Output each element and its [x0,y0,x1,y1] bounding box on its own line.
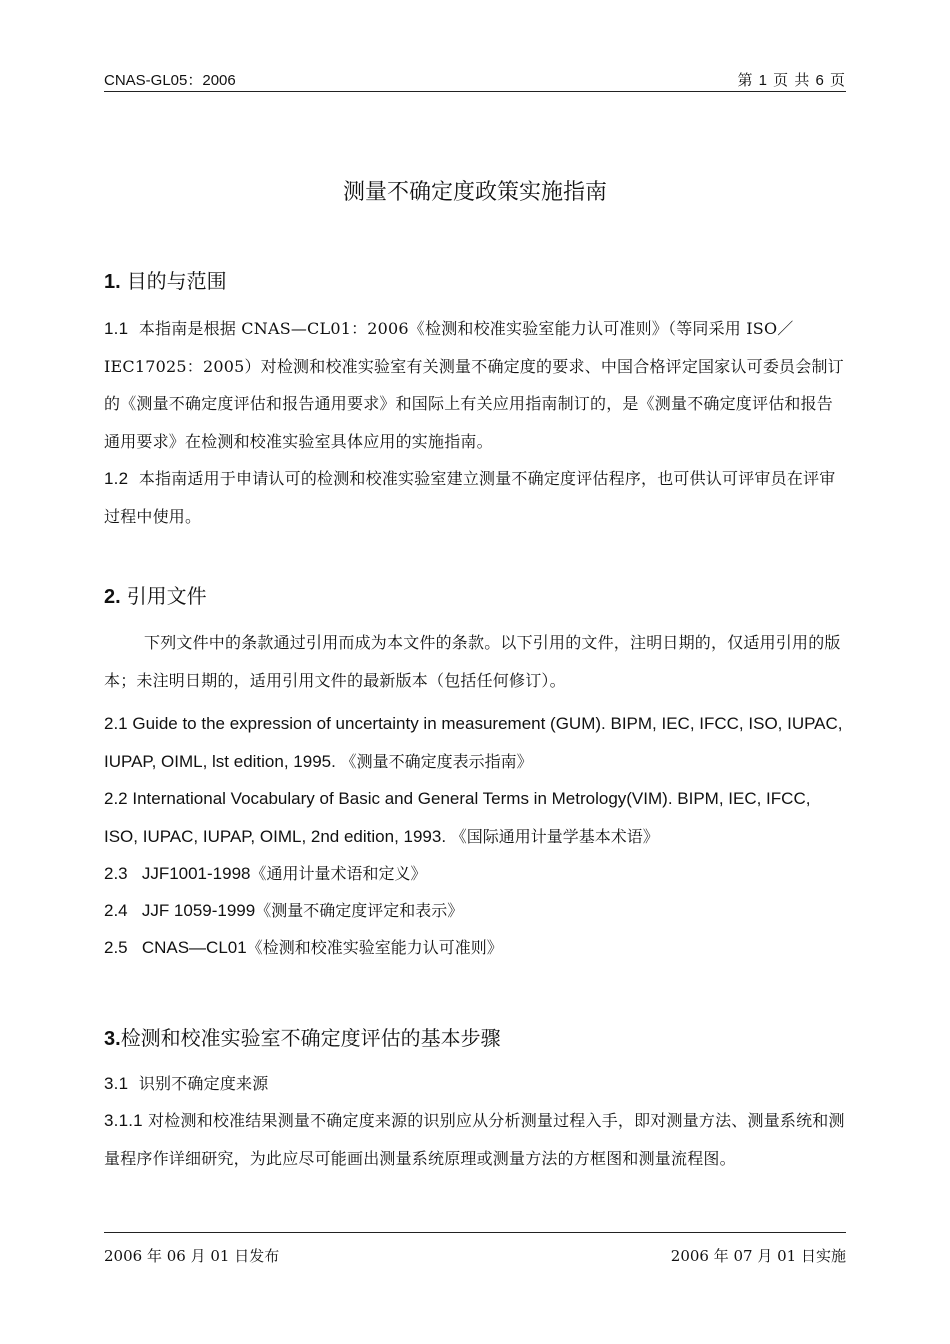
issue-date: 2006 年 06 月 01 日发布 [104,1247,280,1265]
reference-cn-title: 《测量不确定度评定和表示》 [255,901,464,920]
reference-number: 2.3 [104,864,128,883]
reference-cn-title: 《测量不确定度表示指南》 [340,751,533,771]
reference-item [104,705,849,780]
doc-code: CNAS-GL05：2006 [104,72,236,89]
document-title: 测量不确定度政策实施指南 [342,180,607,205]
paragraph-1-1 [104,310,849,460]
clause-text: 本指南是根据 CNAS—CL01：2006《检测和校准实验室能力认可准则》（等同采用 ISO／IEC17025：2005）对检测和校准实验室有关测量不确定度的要求、中国合格评定国家认可委员会制订的《测量不确定度评估和报告通用要求》和国际上有关应用指南制订的，是《测量不确定度评估和报告通用要求》在检测和校准实验室具体应用的实施指南。 [104,319,844,451]
reference-number: 2.5 [104,938,128,957]
reference-text: JJF1001-1998 [141,864,251,883]
section-3-number: 3. [104,1028,121,1050]
section-3-title: 检测和校准实验室不确定度评估的基本步骤 [120,1026,501,1050]
header-rule [104,91,846,92]
subsection-title: 识别不确定度来源 [138,1074,269,1093]
section-1-number: 1. [104,271,121,293]
section-3-heading [104,1022,501,1051]
reference-cn-title: 《国际通用计量学基本术语》 [450,826,659,846]
section-2-intro: 下列文件中的条款通过引用而成为本文件的条款。以下引用的文件，注明日期的，仅适用引用的版本；未注明日期的，适用引用文件的最新版本（包括任何修订）。 [104,633,841,690]
reference-item [104,855,849,893]
reference-text: Guide to the expression of uncertainty in measurement (GUM). BIPM, IEC, IFCC, ISO, IUPAC, IUPAP, OIML, lst edition, 1995. [104,714,843,771]
reference-cn-title: 《检测和校准实验室能力认可准则》 [246,938,503,957]
section-2-heading [104,580,207,609]
reference-item [104,929,849,967]
clause-text: 本指南适用于申请认可的检测和校准实验室建立测量不确定度评估程序，也可供认可评审员在评审过程中使用。 [104,469,836,526]
subsection-number: 3.1 [104,1074,129,1093]
reference-cn-title: 《通用计量术语和定义》 [250,864,427,883]
reference-item [104,892,849,930]
clause-number: 3.1.1 [104,1111,143,1130]
section-2-title: 引用文件 [126,584,207,608]
subsection-3-1 [104,1065,849,1103]
footer-rule [104,1232,846,1233]
clause-number: 1.2 [104,469,129,488]
reference-text: CNAS—CL01 [141,938,247,957]
reference-text: International Vocabulary of Basic and General Terms in Metrology(VIM). BIPM, IEC, IFCC, ISO, IUPAC, IUPAP, OIML, 2nd edition, 1993. [104,789,811,846]
clause-number: 1.1 [104,319,129,338]
section-1-title: 目的与范围 [126,269,227,293]
page-header [104,69,846,91]
reference-number: 2.2 [104,789,128,808]
clause-text: 对检测和校准结果测量不确定度来源的识别应从分析测量过程入手，即对测量方法、测量系统和测量程序作详细研究，为此应尽可能画出测量系统原理或测量方法的方框图和测量流程图。 [104,1111,845,1168]
reference-item [104,780,849,855]
reference-number: 2.4 [104,901,128,920]
paragraph-1-2 [104,460,849,535]
paragraph-3-1-1 [104,1102,849,1177]
page-footer [104,1245,846,1267]
section-1-heading [104,265,227,294]
reference-number: 2.1 [104,714,128,733]
effective-date: 2006 年 07 月 01 日实施 [670,1247,846,1265]
page-info: 第 1 页 共 6 页 [737,72,846,89]
section-2-number: 2. [104,586,121,608]
reference-text: JJF 1059-1999 [141,901,256,920]
